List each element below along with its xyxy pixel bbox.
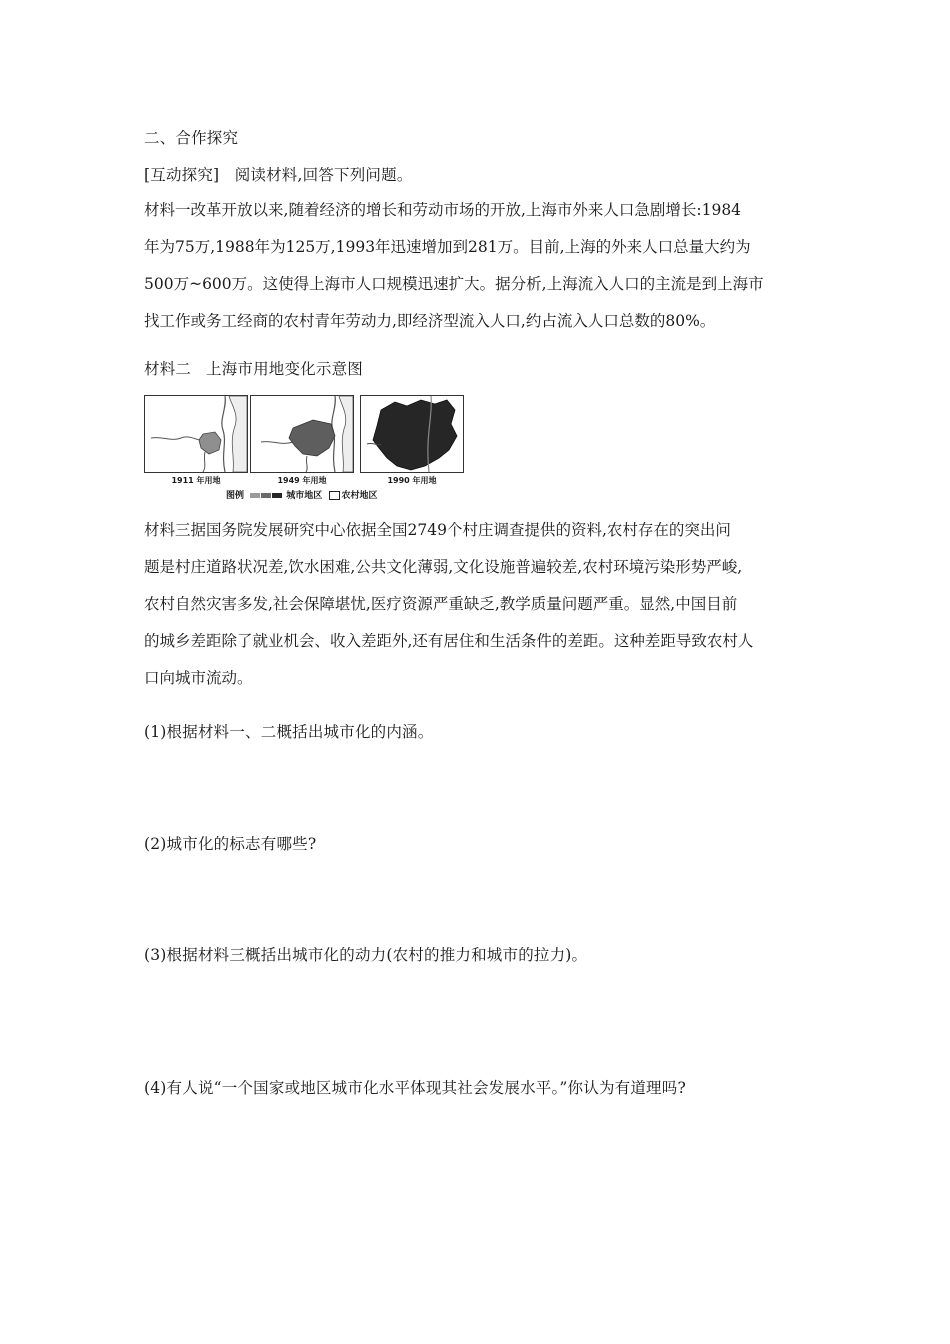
interactive-heading bbox=[144, 163, 413, 185]
question-4: (4)有人说“一个国家或地区城市化水平体现其社会发展水平。”你认为有道理吗? bbox=[144, 1079, 686, 1097]
map-1990-caption: 1990 年用地 bbox=[387, 476, 437, 485]
material-one-line: 500万~600万。这使得上海市人口规模迅速扩大。据分析,上海流入人口的主流是到上海市 bbox=[144, 275, 764, 293]
material-one-label: 材料一 bbox=[144, 201, 191, 219]
material-two-label: 材料二 bbox=[144, 360, 192, 378]
legend-rural-label: 农村地区 bbox=[341, 491, 378, 501]
question-3: (3)根据材料三概括出城市化的动力(农村的推力和城市的拉力)。 bbox=[144, 946, 588, 964]
map-1949-graphic bbox=[251, 396, 353, 472]
material-three-line: 农村自然灾害多发,社会保障堪忧,医疗资源严重缺乏,教学质量问题严重。显然,中国目前 bbox=[144, 595, 738, 613]
map-1990 bbox=[360, 395, 464, 473]
section-title: 二、合作探究 bbox=[144, 129, 239, 147]
material-two-title: 上海市用地变化示意图 bbox=[206, 360, 364, 378]
material-one-line: 年为75万,1988年为125万,1993年迅速增加到281万。目前,上海的外来人口总量大约为 bbox=[144, 238, 751, 256]
legend-title: 图例 bbox=[226, 491, 245, 501]
map-1949-caption: 1949 年用地 bbox=[277, 476, 327, 485]
material-three bbox=[144, 512, 814, 697]
land-use-figure bbox=[144, 395, 466, 505]
question-1: (1)根据材料一、二概括出城市化的内涵。 bbox=[144, 723, 434, 741]
legend-urban-label: 城市地区 bbox=[286, 491, 323, 501]
material-three-text: 据国务院发展研究中心依据全国2749个村庄调查提供的资料,农村存在的突出问 bbox=[190, 521, 731, 539]
material-one bbox=[144, 192, 814, 340]
material-one-line bbox=[144, 192, 814, 229]
interactive-tag: [互动探究] bbox=[144, 166, 220, 184]
material-one-line: 找工作或务工经商的农村青年劳动力,即经济型流入人口,约占流入人口总数的80%。 bbox=[144, 312, 716, 330]
material-three-line: 题是村庄道路状况差,饮水困难,公共文化薄弱,文化设施普遍较差,农村环境污染形势严峻, bbox=[144, 558, 743, 576]
map-1911-caption: 1911 年用地 bbox=[171, 476, 221, 485]
material-three-line: 的城乡差距除了就业机会、收入差距外,还有居住和生活条件的差距。这种差距导致农村人 bbox=[144, 632, 754, 650]
legend-swatch-dark bbox=[272, 493, 282, 498]
map-legend bbox=[226, 488, 377, 501]
legend-swatch-light bbox=[250, 493, 260, 498]
map-1949 bbox=[250, 395, 354, 473]
material-three-line bbox=[144, 512, 814, 549]
question-2: (2)城市化的标志有哪些? bbox=[144, 835, 317, 853]
map-1911-graphic bbox=[145, 396, 247, 472]
material-three-label: 材料三 bbox=[144, 521, 191, 539]
legend-rural-box bbox=[329, 491, 340, 500]
material-one-text: 改革开放以来,随着经济的增长和劳动市场的开放,上海市外来人口急剧增长:1984 bbox=[190, 201, 742, 219]
map-1911 bbox=[144, 395, 248, 473]
material-three-line: 口向城市流动。 bbox=[144, 669, 253, 687]
legend-swatch-mid bbox=[261, 493, 271, 498]
map-1990-graphic bbox=[361, 396, 463, 472]
interactive-instruction: 阅读材料,回答下列问题。 bbox=[234, 166, 413, 184]
material-two-heading bbox=[144, 357, 363, 379]
